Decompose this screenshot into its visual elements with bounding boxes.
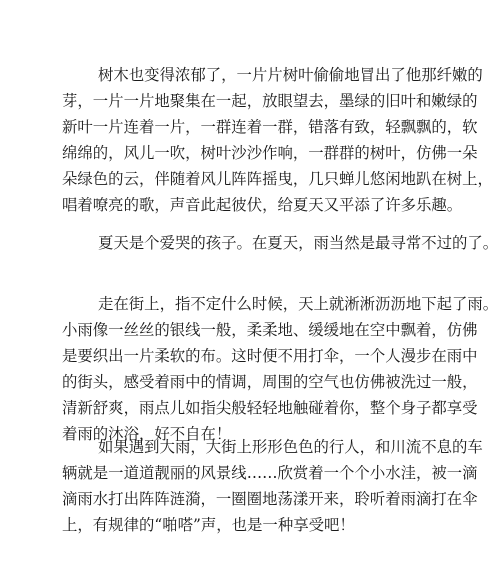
text-line: 上，有规律的“啪嗒”声，也是一种享受吧！ — [62, 516, 355, 534]
text-line: 新叶一片连着一片，一群连着一群，错落有致，轻飘飘的，软 — [62, 118, 478, 136]
text-line: 唱着嘹亮的歌，声音此起彼伏，给夏天又平添了许多乐趣。 — [62, 196, 463, 214]
text-line: 小雨像一丝丝的银线一般，柔柔地、缓缓地在空中飘着，仿佛 — [62, 321, 478, 339]
text-line: 着雨的沐浴，好不自在！ — [62, 425, 232, 443]
paragraph-trees — [62, 62, 493, 218]
text-line: 树木也变得浓郁了，一片片树叶偷偷地冒出了他那纤嫩的 — [98, 66, 483, 84]
paragraph-summer-rain — [62, 230, 499, 256]
text-line: 芽，一片一片地聚集在一起，放眼望去，墨绿的旧叶和嫩绿的 — [62, 92, 478, 110]
text-line: 是要织出一片柔软的布。这时便不用打伞，一个人漫步在雨中 — [62, 347, 478, 365]
text-line: 朵绿色的云，伴随着风儿阵阵摇曳，几只蝉儿悠闲地趴在树上， — [62, 170, 493, 188]
text-line: 滴雨水打出阵阵涟漪，一圈圈地荡漾开来，聆听着雨滴打在伞 — [62, 490, 478, 508]
text-line: 绵绵的，风儿一吹，树叶沙沙作响，一群群的树叶，仿佛一朵 — [62, 144, 478, 162]
paragraph-heavy-rain — [62, 434, 483, 538]
text-line: 清新舒爽，雨点儿如指尖般轻轻地触碰着你，整个身子都享受 — [62, 399, 478, 417]
text-line: 如果遇到大雨，大街上形形色色的行人，和川流不息的车 — [98, 438, 483, 456]
text-line: 的街头，感受着雨中的情调，周围的空气也仿佛被洗过一般， — [62, 373, 478, 391]
text-line: 走在街上，指不定什么时候，天上就淅淅沥沥地下起了雨。 — [98, 295, 499, 313]
text-line: 夏天是个爱哭的孩子。在夏天，雨当然是最寻常不过的了。 — [98, 234, 499, 252]
text-line: 辆就是一道道靓丽的风景线……欣赏着一个个小水洼，被一滴 — [62, 464, 478, 482]
